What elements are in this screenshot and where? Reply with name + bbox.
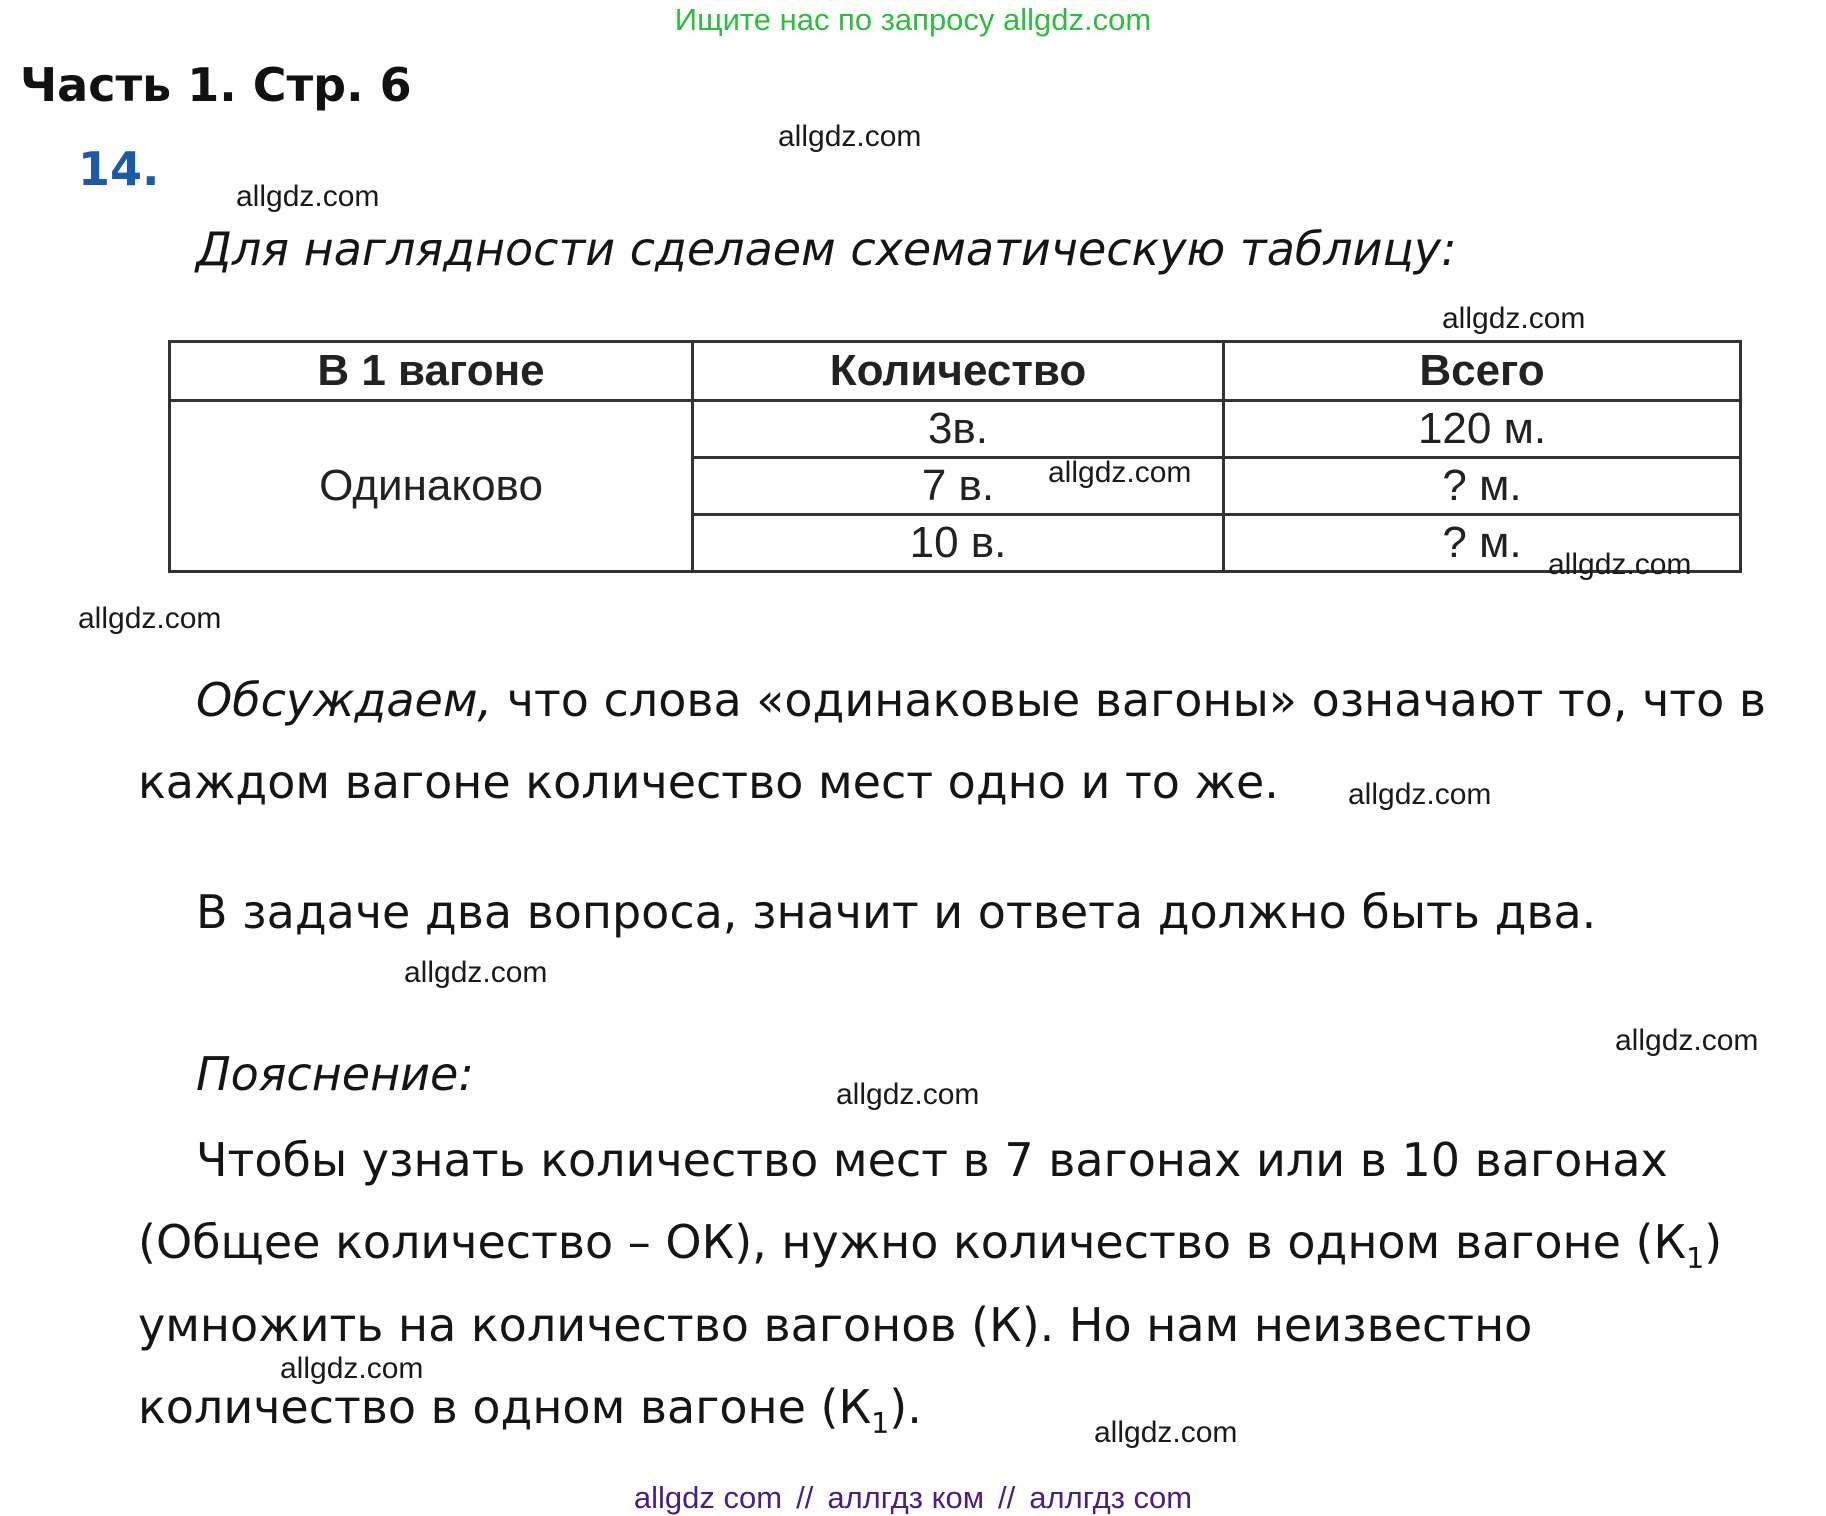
intro-text: Для наглядности сделаем схематическую таблицу:	[196, 222, 1457, 276]
watermark: allgdz.com	[1615, 1024, 1759, 1057]
cell-count: 3в.	[693, 401, 1224, 458]
explanation-line2-a: (Общее количество – ОК), нужно количество в одном вагоне (К	[138, 1215, 1687, 1269]
page-heading: Часть 1. Стр. 6	[20, 58, 412, 112]
explanation-line1: Чтобы узнать количество мест в 7 вагонах или в 10 вагонах	[196, 1133, 1668, 1187]
para1-line1-rest: что слова «одинаковые вагоны» означают то, что в	[492, 673, 1766, 727]
header-total: Всего	[1224, 342, 1741, 401]
schematic-table	[168, 340, 1742, 573]
explanation-line3: умножить на количество вагонов (К). Но нам неизвестно	[138, 1298, 1533, 1352]
watermark: allgdz.com	[1548, 548, 1692, 581]
explanation-line2	[138, 1215, 1722, 1275]
explanation-line2-b: )	[1704, 1215, 1723, 1269]
table-header-row	[170, 342, 1741, 401]
watermark: allgdz.com	[778, 120, 922, 153]
merged-cell-same: Одинаково	[170, 401, 693, 572]
cell-total: ? м.	[1224, 458, 1741, 515]
footer-separator: //	[998, 1480, 1016, 1515]
cell-count: 7 в.	[693, 458, 1224, 515]
header-count: Количество	[693, 342, 1224, 401]
watermark: allgdz.com	[236, 180, 380, 213]
para1-italic-lead: Обсуждаем,	[196, 673, 493, 727]
footer-link[interactable]: аллгдз com	[1029, 1480, 1193, 1515]
para1-line2: каждом вагоне количество мест одно и то же.	[138, 755, 1279, 809]
footer-link[interactable]: allgdz com	[633, 1480, 783, 1515]
explanation-line4-b: ).	[889, 1380, 922, 1434]
footer-separator: //	[796, 1480, 814, 1515]
watermark: allgdz.com	[1348, 778, 1492, 811]
watermark: allgdz.com	[836, 1078, 980, 1111]
subscript-one: 1	[1686, 1242, 1705, 1276]
watermark: allgdz.com	[1442, 302, 1586, 335]
cell-count: 10 в.	[693, 515, 1224, 572]
top-banner: Ищите нас по запросу allgdz.com	[674, 2, 1152, 37]
cell-total: ? м.	[1224, 515, 1741, 572]
watermark: allgdz.com	[1048, 456, 1192, 489]
header-per-car: В 1 вагоне	[170, 342, 693, 401]
cell-total: 120 м.	[1224, 401, 1741, 458]
footer-link[interactable]: аллгдз ком	[827, 1480, 985, 1515]
explanation-line4	[138, 1380, 922, 1440]
explanation-line4-a: количество в одном вагоне (К	[138, 1380, 872, 1434]
watermark: allgdz.com	[404, 956, 548, 989]
table-row	[170, 401, 1741, 458]
watermark: allgdz.com	[78, 602, 222, 635]
watermark: allgdz.com	[1094, 1416, 1238, 1449]
task-number: 14.	[78, 142, 160, 196]
watermark: allgdz.com	[280, 1352, 424, 1385]
explanation-title: Пояснение:	[196, 1047, 474, 1101]
para1-line1	[196, 673, 1766, 727]
subscript-one: 1	[871, 1407, 890, 1441]
para2: В задаче два вопроса, значит и ответа должно быть два.	[196, 885, 1597, 939]
bottom-links	[0, 1480, 1826, 1516]
